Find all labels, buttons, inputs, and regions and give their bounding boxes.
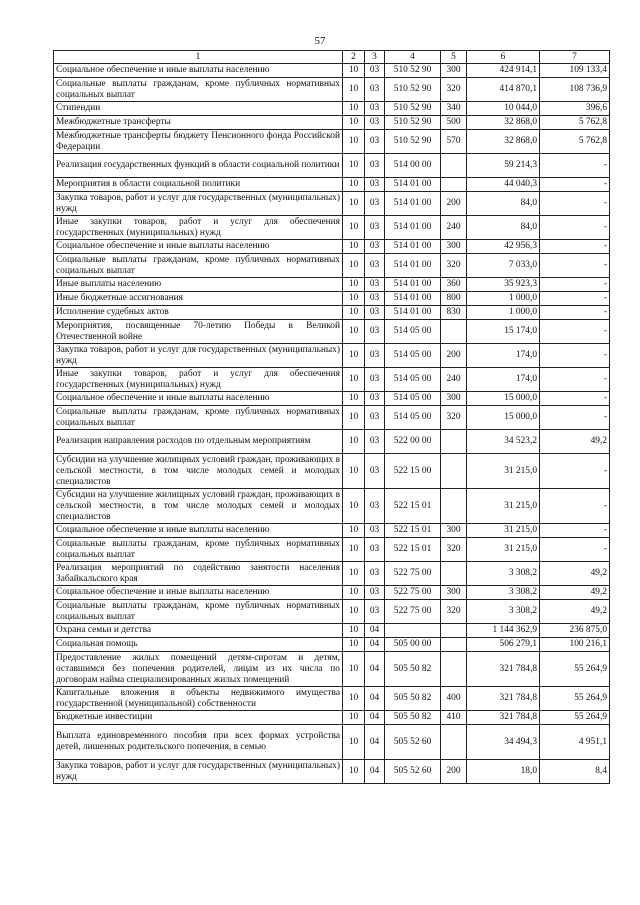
row-amount: 15 174,0: [467, 320, 540, 344]
row-amount-federal: 5 762,8: [540, 116, 610, 130]
row-name: Иные бюджетные ассигнования: [54, 292, 343, 306]
row-section: 10: [343, 406, 365, 430]
row-subsection: 03: [365, 586, 385, 600]
row-target-article: 505 00 00: [385, 638, 441, 652]
row-target-article: 510 52 90: [385, 116, 441, 130]
row-target-article: 514 01 00: [385, 254, 441, 278]
row-name: Социальное обеспечение и иные выплаты населению: [54, 586, 343, 600]
row-name: Мероприятия, посвященные 70-летию Победы в Великой Отечественной войне: [54, 320, 343, 344]
row-expense-type: 360: [441, 278, 467, 292]
row-section: 10: [343, 78, 365, 102]
row-section: 10: [343, 278, 365, 292]
row-amount-federal: 108 736,9: [540, 78, 610, 102]
row-amount: 31 215,0: [467, 524, 540, 538]
col-header-4: 4: [385, 51, 441, 64]
table-row: [54, 600, 610, 624]
row-target-article: 514 01 00: [385, 278, 441, 292]
row-amount-federal: 49,2: [540, 430, 610, 454]
table-row: [54, 78, 610, 102]
row-subsection: 03: [365, 78, 385, 102]
row-subsection: 03: [365, 278, 385, 292]
row-name: Социальное обеспечение и иные выплаты населению: [54, 64, 343, 78]
row-target-article: 510 52 90: [385, 102, 441, 116]
row-subsection: 03: [365, 240, 385, 254]
row-section: 10: [343, 320, 365, 344]
table-row: [54, 306, 610, 320]
table-row: [54, 711, 610, 725]
row-subsection: 03: [365, 130, 385, 154]
row-name: Закупка товаров, работ и услуг для государственных (муниципальных) нужд: [54, 344, 343, 368]
row-subsection: 03: [365, 600, 385, 624]
row-amount-federal: -: [540, 454, 610, 489]
row-expense-type: 400: [441, 687, 467, 711]
row-amount-federal: -: [540, 254, 610, 278]
row-section: 10: [343, 638, 365, 652]
row-amount-federal: 8,4: [540, 760, 610, 784]
row-name: Реализация мероприятий по содействию занятости населения Забайкальского края: [54, 562, 343, 586]
col-header-6: 6: [467, 51, 540, 64]
row-section: 10: [343, 154, 365, 178]
row-amount: 34 494,3: [467, 725, 540, 760]
row-target-article: 510 52 90: [385, 64, 441, 78]
row-subsection: 04: [365, 725, 385, 760]
table-row: [54, 320, 610, 344]
row-name: Реализация государственных функций в области социальной политики: [54, 154, 343, 178]
row-amount-federal: 236 875,0: [540, 624, 610, 638]
row-subsection: 03: [365, 344, 385, 368]
row-expense-type: [441, 562, 467, 586]
row-subsection: 04: [365, 638, 385, 652]
row-subsection: 03: [365, 292, 385, 306]
row-amount: 321 784,8: [467, 652, 540, 687]
row-name: Субсидии на улучшение жилищных условий граждан, проживающих в сельской местности, в том числе молодых семей и молодых специалистов: [54, 454, 343, 489]
row-name: Социальные выплаты гражданам, кроме публичных нормативных социальных выплат: [54, 78, 343, 102]
row-amount-federal: 55 264,9: [540, 687, 610, 711]
row-subsection: 03: [365, 538, 385, 562]
row-section: 10: [343, 562, 365, 586]
row-target-article: 510 52 90: [385, 130, 441, 154]
row-subsection: 03: [365, 430, 385, 454]
row-amount-federal: -: [540, 489, 610, 524]
row-section: 10: [343, 292, 365, 306]
row-name: Предоставление жилых помещений детям-сиротам и детям, оставшимся без попечения родителей, лицам из их числа по договорам найма специализированных жилых помещений: [54, 652, 343, 687]
col-header-1: 1: [54, 51, 343, 64]
row-name: Социальное обеспечение и иные выплаты населению: [54, 524, 343, 538]
row-amount-federal: 396,6: [540, 102, 610, 116]
row-subsection: 03: [365, 216, 385, 240]
row-target-article: 514 05 00: [385, 344, 441, 368]
row-section: 10: [343, 64, 365, 78]
row-expense-type: [441, 489, 467, 524]
row-expense-type: 200: [441, 192, 467, 216]
row-amount: 174,0: [467, 368, 540, 392]
row-name: Межбюджетные трансферты: [54, 116, 343, 130]
table-row: [54, 725, 610, 760]
row-subsection: 04: [365, 760, 385, 784]
row-name: Иные закупки товаров, работ и услуг для обеспечения государственных (муниципальных) нужд: [54, 368, 343, 392]
row-expense-type: 410: [441, 711, 467, 725]
row-subsection: 04: [365, 624, 385, 638]
row-expense-type: [441, 154, 467, 178]
table-row: [54, 489, 610, 524]
row-target-article: 522 15 01: [385, 489, 441, 524]
row-name: Исполнение судебных актов: [54, 306, 343, 320]
row-name: Реализация направления расходов по отдельным мероприятиям: [54, 430, 343, 454]
row-amount-federal: -: [540, 406, 610, 430]
row-expense-type: 320: [441, 538, 467, 562]
row-target-article: 514 05 00: [385, 320, 441, 344]
table-row: [54, 538, 610, 562]
row-amount: 3 308,2: [467, 600, 540, 624]
row-subsection: 03: [365, 406, 385, 430]
table-row: [54, 586, 610, 600]
row-amount-federal: -: [540, 192, 610, 216]
table-row: [54, 454, 610, 489]
row-amount: 84,0: [467, 216, 540, 240]
table-row: [54, 562, 610, 586]
table-row: [54, 344, 610, 368]
row-subsection: 03: [365, 320, 385, 344]
row-expense-type: [441, 430, 467, 454]
row-amount: 31 215,0: [467, 538, 540, 562]
table-row: [54, 368, 610, 392]
row-amount: 42 956,3: [467, 240, 540, 254]
row-name: Закупка товаров, работ и услуг для государственных (муниципальных) нужд: [54, 192, 343, 216]
row-name: Социальное обеспечение и иные выплаты населению: [54, 240, 343, 254]
row-amount-federal: 49,2: [540, 562, 610, 586]
table-row: [54, 240, 610, 254]
row-amount: 59 214,3: [467, 154, 540, 178]
row-target-article: 514 01 00: [385, 216, 441, 240]
row-amount: 506 279,1: [467, 638, 540, 652]
row-section: 10: [343, 524, 365, 538]
row-section: 10: [343, 254, 365, 278]
row-subsection: 03: [365, 562, 385, 586]
row-expense-type: [441, 454, 467, 489]
row-subsection: 03: [365, 306, 385, 320]
row-target-article: 514 01 00: [385, 292, 441, 306]
row-amount-federal: -: [540, 278, 610, 292]
row-expense-type: 320: [441, 406, 467, 430]
row-target-article: 505 50 82: [385, 652, 441, 687]
row-section: 10: [343, 430, 365, 454]
row-subsection: 03: [365, 102, 385, 116]
row-expense-type: [441, 624, 467, 638]
row-section: 10: [343, 760, 365, 784]
row-amount: 414 870,1: [467, 78, 540, 102]
row-amount-federal: -: [540, 524, 610, 538]
row-name: Бюджетные инвестиции: [54, 711, 343, 725]
row-amount: 174,0: [467, 344, 540, 368]
table-row: [54, 154, 610, 178]
row-subsection: 03: [365, 154, 385, 178]
row-subsection: 03: [365, 524, 385, 538]
row-section: 10: [343, 216, 365, 240]
header-row: [54, 51, 610, 64]
row-section: 10: [343, 102, 365, 116]
row-amount: 3 308,2: [467, 586, 540, 600]
table-row: [54, 292, 610, 306]
col-header-5: 5: [441, 51, 467, 64]
row-amount-federal: 55 264,9: [540, 652, 610, 687]
row-amount-federal: 49,2: [540, 600, 610, 624]
table-row: [54, 687, 610, 711]
row-amount-federal: 49,2: [540, 586, 610, 600]
table-row: [54, 524, 610, 538]
row-target-article: 514 01 00: [385, 178, 441, 192]
row-section: 10: [343, 711, 365, 725]
row-amount-federal: -: [540, 240, 610, 254]
row-section: 10: [343, 687, 365, 711]
row-target-article: 522 75 00: [385, 586, 441, 600]
row-target-article: 514 01 00: [385, 306, 441, 320]
row-section: 10: [343, 538, 365, 562]
row-target-article: 522 75 00: [385, 600, 441, 624]
row-subsection: 03: [365, 489, 385, 524]
row-expense-type: 830: [441, 306, 467, 320]
row-name: Социальное обеспечение и иные выплаты населению: [54, 392, 343, 406]
row-amount-federal: -: [540, 344, 610, 368]
row-section: 10: [343, 240, 365, 254]
row-section: 10: [343, 454, 365, 489]
budget-table: [53, 50, 610, 784]
table-row: [54, 130, 610, 154]
row-name: Субсидии на улучшение жилищных условий граждан, проживающих в сельской местности, в том числе молодых семей и молодых специалистов: [54, 489, 343, 524]
row-amount-federal: -: [540, 216, 610, 240]
row-amount: 15 000,0: [467, 406, 540, 430]
row-amount-federal: -: [540, 154, 610, 178]
page-number: 57: [314, 35, 326, 47]
row-subsection: 03: [365, 454, 385, 489]
row-target-article: [385, 624, 441, 638]
table-row: [54, 430, 610, 454]
table-row: [54, 216, 610, 240]
row-amount: 1 144 362,9: [467, 624, 540, 638]
table-body: [54, 64, 610, 784]
row-expense-type: 200: [441, 344, 467, 368]
row-expense-type: 320: [441, 254, 467, 278]
row-subsection: 03: [365, 392, 385, 406]
row-target-article: 505 52 60: [385, 725, 441, 760]
row-amount-federal: -: [540, 178, 610, 192]
row-subsection: 03: [365, 178, 385, 192]
row-expense-type: 320: [441, 78, 467, 102]
row-expense-type: 300: [441, 586, 467, 600]
row-section: 10: [343, 192, 365, 216]
row-target-article: 522 00 00: [385, 430, 441, 454]
row-amount-federal: 109 133,4: [540, 64, 610, 78]
row-section: 10: [343, 306, 365, 320]
row-expense-type: [441, 178, 467, 192]
row-target-article: 514 05 00: [385, 392, 441, 406]
row-name: Стипендии: [54, 102, 343, 116]
row-amount: 321 784,8: [467, 687, 540, 711]
table-row: [54, 192, 610, 216]
row-amount: 31 215,0: [467, 489, 540, 524]
table-row: [54, 624, 610, 638]
row-name: Охрана семьи и детства: [54, 624, 343, 638]
row-amount-federal: -: [540, 306, 610, 320]
row-expense-type: 300: [441, 524, 467, 538]
row-amount: 35 923,3: [467, 278, 540, 292]
row-subsection: 04: [365, 711, 385, 725]
row-expense-type: [441, 638, 467, 652]
row-expense-type: 300: [441, 64, 467, 78]
row-amount: 32 868,0: [467, 116, 540, 130]
row-amount: 424 914,1: [467, 64, 540, 78]
row-section: 10: [343, 624, 365, 638]
row-name: Капитальные вложения в объекты недвижимого имущества государственной (муниципальной) собственности: [54, 687, 343, 711]
row-name: Социальная помощь: [54, 638, 343, 652]
col-header-7: 7: [540, 51, 610, 64]
row-name: Иные выплаты населению: [54, 278, 343, 292]
row-section: 10: [343, 116, 365, 130]
row-amount: 1 000,0: [467, 292, 540, 306]
row-section: 10: [343, 489, 365, 524]
row-amount: 15 000,0: [467, 392, 540, 406]
row-name: Социальные выплаты гражданам, кроме публичных нормативных социальных выплат: [54, 600, 343, 624]
row-target-article: 514 05 00: [385, 368, 441, 392]
row-target-article: 522 75 00: [385, 562, 441, 586]
row-section: 10: [343, 725, 365, 760]
row-expense-type: 340: [441, 102, 467, 116]
row-name: Межбюджетные трансферты бюджету Пенсионного фонда Российской Федерации: [54, 130, 343, 154]
table-row: [54, 638, 610, 652]
row-name: Социальные выплаты гражданам, кроме публичных нормативных социальных выплат: [54, 538, 343, 562]
row-amount-federal: -: [540, 392, 610, 406]
row-expense-type: 320: [441, 600, 467, 624]
row-subsection: 04: [365, 652, 385, 687]
row-amount-federal: 5 762,8: [540, 130, 610, 154]
row-amount-federal: -: [540, 538, 610, 562]
row-amount: 84,0: [467, 192, 540, 216]
table-row: [54, 254, 610, 278]
row-amount: 321 784,8: [467, 711, 540, 725]
row-section: 10: [343, 600, 365, 624]
row-amount-federal: 100 216,1: [540, 638, 610, 652]
row-expense-type: 240: [441, 216, 467, 240]
row-expense-type: 800: [441, 292, 467, 306]
row-target-article: 505 50 82: [385, 687, 441, 711]
row-target-article: 514 01 00: [385, 192, 441, 216]
row-name: Закупка товаров, работ и услуг для государственных (муниципальных) нужд: [54, 760, 343, 784]
row-target-article: 522 15 01: [385, 538, 441, 562]
table-row: [54, 406, 610, 430]
row-expense-type: [441, 652, 467, 687]
row-name: Выплата единовременного пособия при всех формах устройства детей, лишенных родительского попечения, в семью: [54, 725, 343, 760]
row-amount-federal: -: [540, 320, 610, 344]
row-expense-type: 500: [441, 116, 467, 130]
row-subsection: 03: [365, 368, 385, 392]
row-expense-type: [441, 725, 467, 760]
row-subsection: 03: [365, 254, 385, 278]
row-target-article: 514 00 00: [385, 154, 441, 178]
row-target-article: 514 01 00: [385, 240, 441, 254]
row-amount: 10 044,0: [467, 102, 540, 116]
row-expense-type: 240: [441, 368, 467, 392]
col-header-2: 2: [343, 51, 365, 64]
row-name: Социальные выплаты гражданам, кроме публичных нормативных социальных выплат: [54, 254, 343, 278]
table-row: [54, 652, 610, 687]
table-row: [54, 102, 610, 116]
row-expense-type: 300: [441, 240, 467, 254]
row-subsection: 03: [365, 64, 385, 78]
table-row: [54, 760, 610, 784]
row-amount: 31 215,0: [467, 454, 540, 489]
row-target-article: 522 15 01: [385, 524, 441, 538]
row-expense-type: 300: [441, 392, 467, 406]
row-amount: 32 868,0: [467, 130, 540, 154]
row-subsection: 03: [365, 192, 385, 216]
row-name: Социальные выплаты гражданам, кроме публичных нормативных социальных выплат: [54, 406, 343, 430]
row-section: 10: [343, 368, 365, 392]
table-row: [54, 392, 610, 406]
row-target-article: 522 15 00: [385, 454, 441, 489]
row-target-article: 505 50 82: [385, 711, 441, 725]
row-section: 10: [343, 586, 365, 600]
row-section: 10: [343, 652, 365, 687]
table-row: [54, 116, 610, 130]
row-expense-type: [441, 320, 467, 344]
row-expense-type: 200: [441, 760, 467, 784]
row-amount-federal: 4 951,1: [540, 725, 610, 760]
row-section: 10: [343, 178, 365, 192]
row-subsection: 04: [365, 687, 385, 711]
row-amount: 44 040,3: [467, 178, 540, 192]
row-amount-federal: 55 264,9: [540, 711, 610, 725]
row-target-article: 514 05 00: [385, 406, 441, 430]
row-amount: 3 308,2: [467, 562, 540, 586]
row-name: Мероприятия в области социальной политики: [54, 178, 343, 192]
row-section: 10: [343, 344, 365, 368]
row-amount: 1 000,0: [467, 306, 540, 320]
row-target-article: 510 52 90: [385, 78, 441, 102]
row-section: 10: [343, 392, 365, 406]
row-expense-type: 570: [441, 130, 467, 154]
row-name: Иные закупки товаров, работ и услуг для обеспечения государственных (муниципальных) нужд: [54, 216, 343, 240]
row-amount-federal: -: [540, 292, 610, 306]
row-section: 10: [343, 130, 365, 154]
table-row: [54, 278, 610, 292]
row-amount-federal: -: [540, 368, 610, 392]
row-subsection: 03: [365, 116, 385, 130]
row-amount: 7 033,0: [467, 254, 540, 278]
row-target-article: 505 52 60: [385, 760, 441, 784]
table-row: [54, 64, 610, 78]
table-row: [54, 178, 610, 192]
col-header-3: 3: [365, 51, 385, 64]
row-amount: 34 523,2: [467, 430, 540, 454]
row-amount: 18,0: [467, 760, 540, 784]
